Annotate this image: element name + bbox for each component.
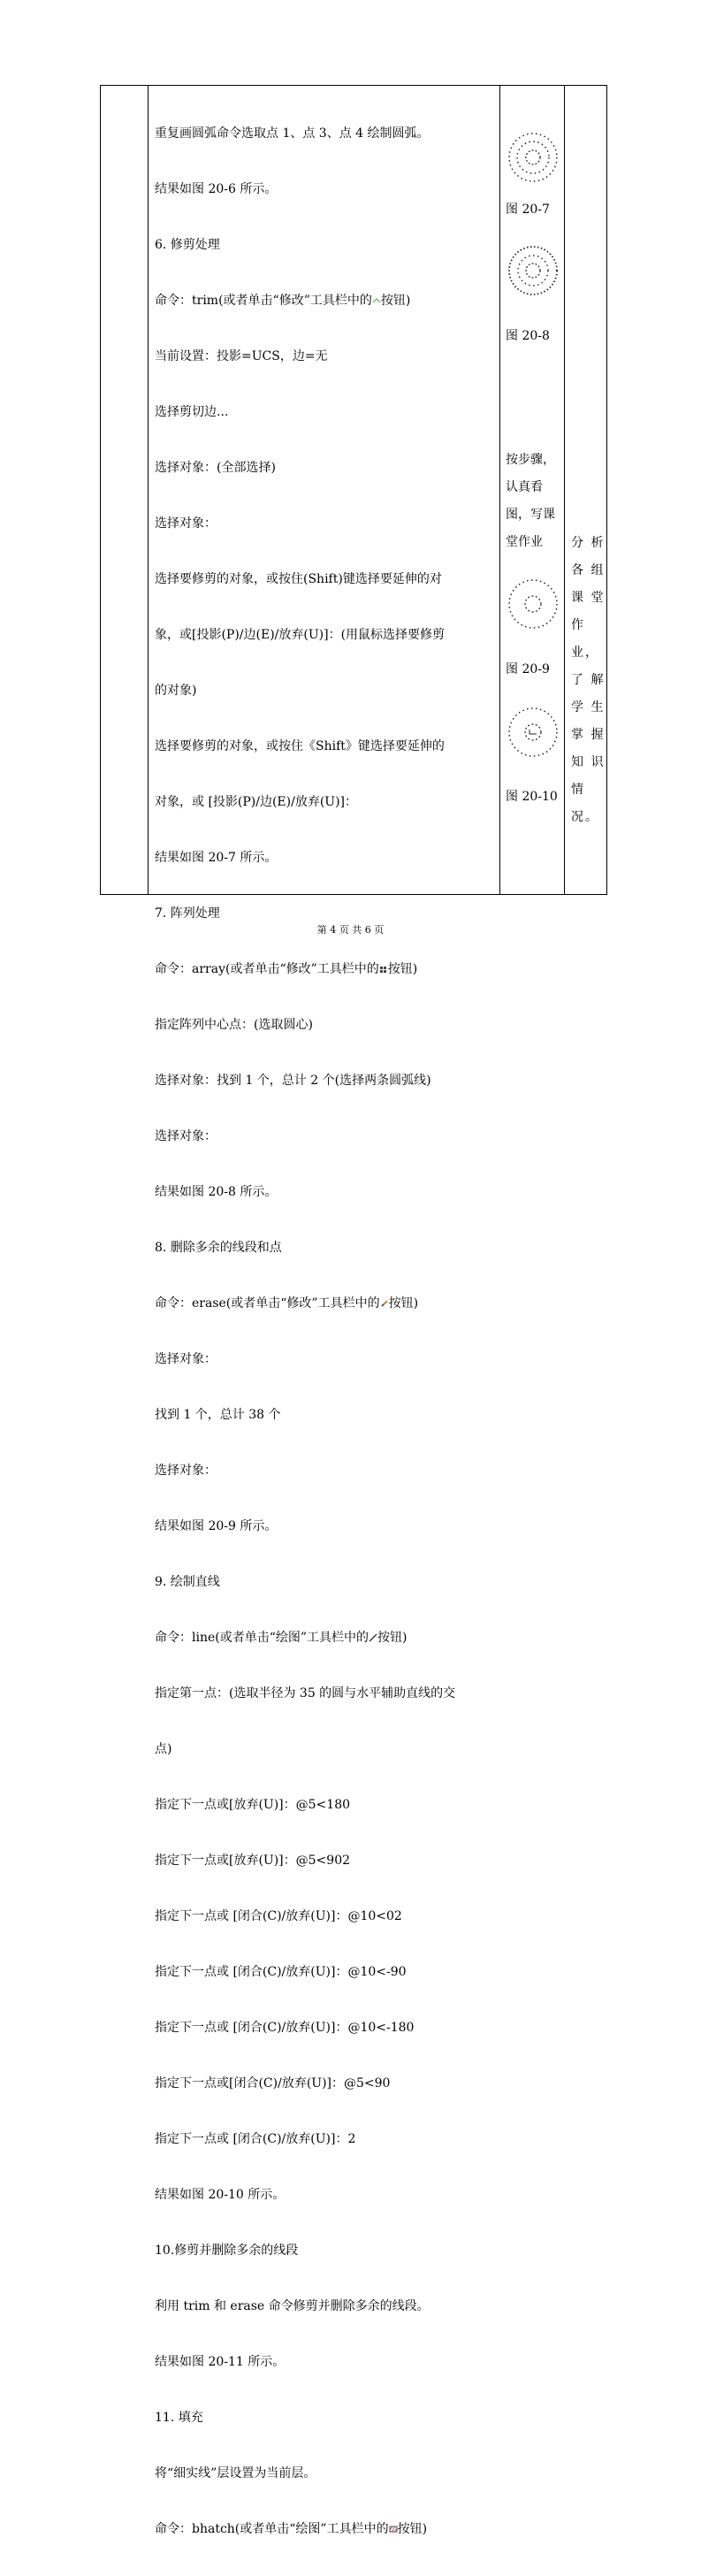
text-line: 6. 修剪处理: [155, 238, 220, 252]
analysis-line: 知 识: [571, 755, 606, 769]
note-line: 堂作业: [506, 535, 543, 549]
note-line: 按步骤，: [506, 453, 555, 467]
text-line: 指定下一点或 [闭合(C)/放弃(U)]：@10<02: [155, 1909, 402, 1923]
analysis-line: 作: [571, 618, 585, 632]
analysis-line: 学 生: [571, 700, 606, 715]
text-line: 结果如图 20-9 所示。: [155, 1519, 278, 1533]
text-line: 指定下一点或[放弃(U)]：@5<180: [155, 1798, 351, 1812]
text-fragment: 命令：bhatch(或者单击“绘图”工具栏中的: [155, 2522, 389, 2536]
text-line: 7. 阵列处理: [155, 906, 220, 921]
text-line: 重复画圆弧命令选取点 1、点 3、点 4 绘制圆弧。: [155, 126, 430, 141]
figure-20-10-image: [506, 705, 560, 760]
text-line: 选择对象：: [155, 1464, 217, 1478]
text-line: 选择对象：: [155, 1352, 217, 1366]
text-line: 10.修剪并删除多余的线段: [155, 2243, 299, 2258]
trim-icon: [372, 296, 381, 305]
text-line: 选择对象：(全部选择): [155, 461, 276, 475]
text-line: 结果如图 20-6 所示。: [155, 182, 278, 196]
text-line: 选择对象：: [155, 516, 217, 531]
text-fragment: 命令：array(或者单击“修改”工具栏中的: [155, 962, 379, 976]
text-line: [155, 292, 499, 310]
text-line: 选择对象：: [155, 1129, 217, 1143]
figure-20-8-label: 图 20-8: [506, 329, 550, 343]
text-line: 指定下一点或 [闭合(C)/放弃(U)]：@10<-90: [155, 1965, 407, 1979]
text-line: 结果如图 20-8 所示。: [155, 1185, 278, 1199]
note-line: 认真看: [506, 480, 543, 494]
text-line: 当前设置：投影=UCS，边=无: [155, 349, 328, 363]
text-line: [155, 960, 499, 979]
analysis-line: 情: [571, 783, 585, 797]
eraser-icon: [380, 1299, 389, 1308]
text-fragment: 按钮): [388, 1296, 419, 1311]
text-line: [155, 1295, 499, 1313]
text-line: 找到 1 个，总计 38 个: [155, 1408, 281, 1422]
text-line: 选择剪切边...: [155, 405, 229, 419]
column-divider-1: [148, 86, 149, 894]
teacher-analysis: [571, 530, 606, 831]
text-line: 结果如图 20-11 所示。: [155, 2355, 286, 2369]
text-line: 点): [155, 1742, 172, 1756]
note-line: 图，写课: [506, 508, 555, 522]
text-line: 11. 填充: [155, 2411, 203, 2425]
text-line: 8. 删除多余的线段和点: [155, 1241, 282, 1255]
text-fragment: 命令：line(或者单击“绘图”工具栏中的: [155, 1631, 370, 1645]
procedure-text: [155, 88, 499, 2576]
column-divider-2: [499, 86, 500, 894]
text-line: 指定下一点或[放弃(U)]：@5<902: [155, 1854, 351, 1868]
figure-20-9-image: [506, 577, 560, 631]
text-line: 象，或[投影(P)/边(E)/放弃(U)]：(用鼠标选择要修剪: [155, 628, 446, 642]
analysis-line: 了 解: [571, 673, 606, 687]
analysis-line: 掌 握: [571, 728, 606, 742]
text-line: 的对象): [155, 684, 197, 698]
text-fragment: 命令：erase(或者单击“修改”工具栏中的: [155, 1296, 380, 1311]
column-divider-3: [564, 86, 565, 894]
analysis-line: 分 析: [571, 536, 606, 550]
page-footer: 第 4 页 共 6 页: [316, 924, 385, 936]
figure-20-7-label: 图 20-7: [506, 203, 550, 217]
text-line: 指定下一点或 [闭合(C)/放弃(U)]：@10<-180: [155, 2021, 415, 2035]
text-line: 将“细实线”层设置为当前层。: [155, 2466, 316, 2480]
hatch-icon: [389, 2525, 398, 2534]
instruction-note: [506, 447, 555, 556]
text-fragment: 按钮): [377, 1631, 408, 1645]
text-fragment: 按钮): [387, 962, 418, 976]
text-fragment: 命令：trim(或者单击“修改”工具栏中的: [155, 294, 372, 308]
text-line: 选择要修剪的对象，或按住(Shift)键选择要延伸的对: [155, 572, 442, 586]
text-line: 指定第一点：(选取半径为 35 的圆与水平辅助直线的交: [155, 1686, 456, 1701]
text-line: 选择对象：找到 1 个，总计 2 个(选择两条圆弧线): [155, 1074, 431, 1088]
text-line: 指定下一点或 [闭合(C)/放弃(U)]：2: [155, 2132, 356, 2146]
text-line: 指定下一点或[闭合(C)/放弃(U)]：@5<90: [155, 2076, 391, 2091]
text-line: [155, 1629, 499, 1647]
line-icon: [369, 1633, 377, 1642]
figure-20-8-image: [506, 243, 560, 298]
text-line: 利用 trim 和 erase 命令修剪并删除多余的线段。: [155, 2299, 430, 2313]
analysis-line: 各 组: [571, 563, 606, 577]
analysis-line: 业，: [571, 646, 599, 660]
analysis-line: 课 堂: [571, 591, 606, 605]
text-fragment: 按钮): [397, 2522, 428, 2536]
text-line: 结果如图 20-10 所示。: [155, 2188, 286, 2202]
text-line: 结果如图 20-7 所示。: [155, 851, 278, 865]
text-line: 对象，或 [投影(P)/边(E)/放弃(U)]：: [155, 795, 358, 809]
array-icon: [379, 965, 388, 974]
figure-20-7-image: [506, 130, 560, 185]
text-line: [155, 2520, 499, 2539]
figure-20-9-label: 图 20-9: [506, 662, 550, 676]
text-line: 9. 绘制直线: [155, 1575, 220, 1589]
text-fragment: 按钮): [380, 294, 411, 308]
text-line: 选择要修剪的对象，或按住《Shift》键选择要延伸的: [155, 739, 445, 753]
text-line: 指定阵列中心点：(选取圆心): [155, 1018, 313, 1032]
figure-20-10-label: 图 20-10: [506, 790, 558, 804]
analysis-line: 况。: [571, 810, 599, 824]
